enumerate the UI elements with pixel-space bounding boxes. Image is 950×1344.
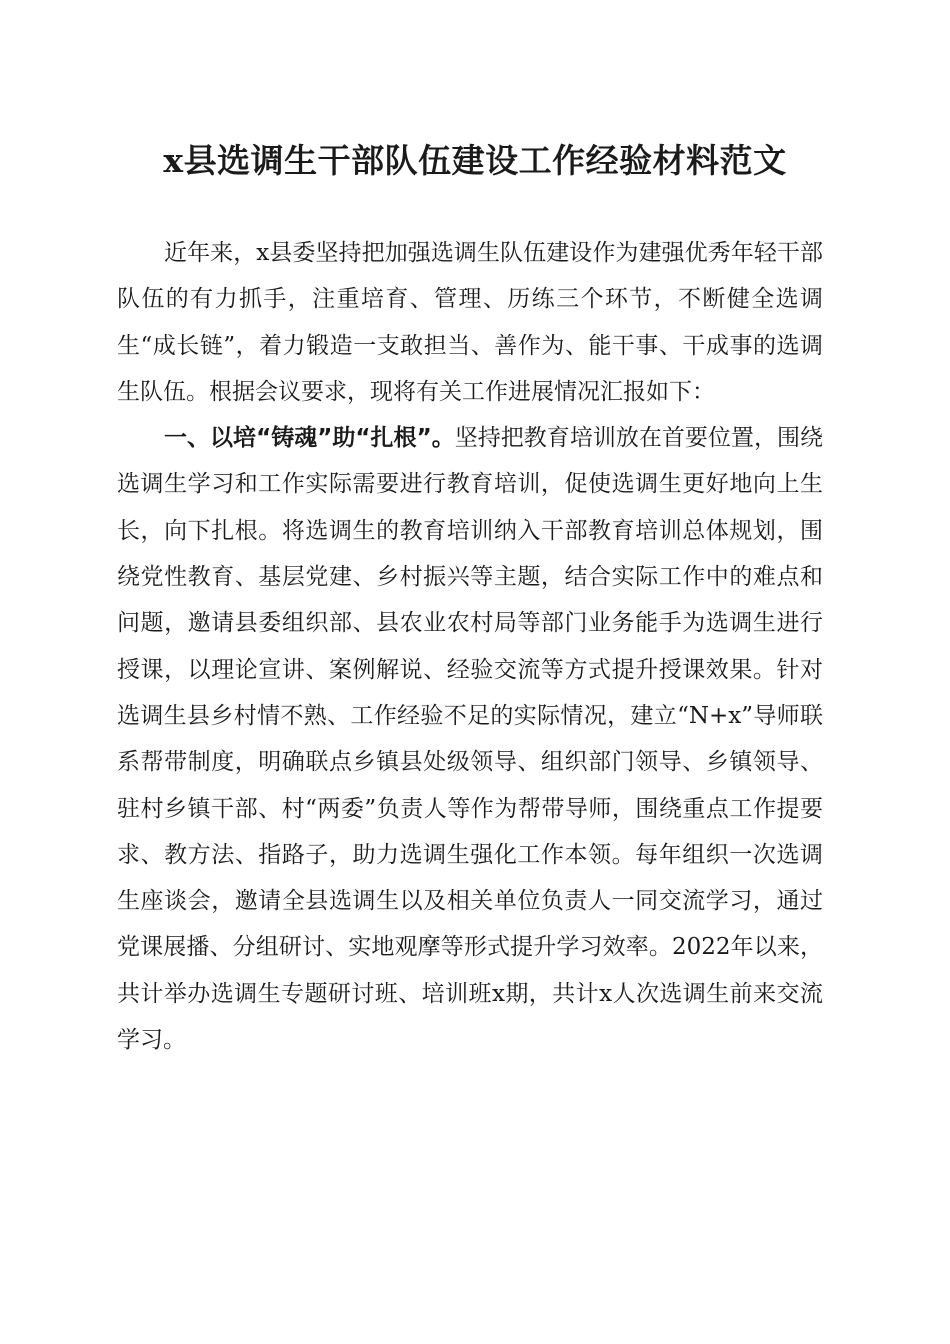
section-one-heading: 一、以培“铸魂”助“扎根”。 — [164, 425, 455, 452]
document-title: x县选调生干部队伍建设工作经验材料范文 — [163, 141, 787, 180]
intro-paragraph-text: 近年来，x县委坚持把加强选调生队伍建设作为建强优秀年轻干部队伍的有力抓手，注重培育、管理、历练三个环节，不断健全选调生“成长链”，着力锻造一支敢担当、善作为、能干事、干成事的选调生队伍。根据会议要求，现将有关工作进展情况汇报如下： — [117, 240, 823, 405]
section-one-paragraph — [117, 415, 823, 1063]
section-one-text: 坚持把教育培训放在首要位置，围绕选调生学习和工作实际需要进行教育培训，促使选调生更好地向上生长，向下扎根。将选调生的教育培训纳入干部教育培训总体规划，围绕党性教育、基层党建、乡村振兴等主题，结合实际工作中的难点和问题，邀请县委组织部、县农业农村局等部门业务能手为选调生进行授课，以理论宣讲、案例解说、经验交流等方式提升授课效果。针对选调生县乡村情不熟、工作经验不足的实际情况，建立“N+x”导师联系帮带制度，明确联点乡镇县处级领导、组织部门领导、乡镇领导、驻村乡镇干部、村“两委”负责人等作为帮带导师，围绕重点工作提要求、教方法、指路子，助力选调生强化工作本领。每年组织一次选调生座谈会，邀请全县选调生以及相关单位负责人一同交流学习，通过党课展播、分组研讨、实地观摩等形式提升学习效率。2022年以来，共计举办选调生专题研讨班、培训班x期，共计x人次选调生前来交流学习。 — [117, 425, 824, 1054]
document-body — [117, 230, 823, 1063]
intro-paragraph — [117, 230, 823, 415]
